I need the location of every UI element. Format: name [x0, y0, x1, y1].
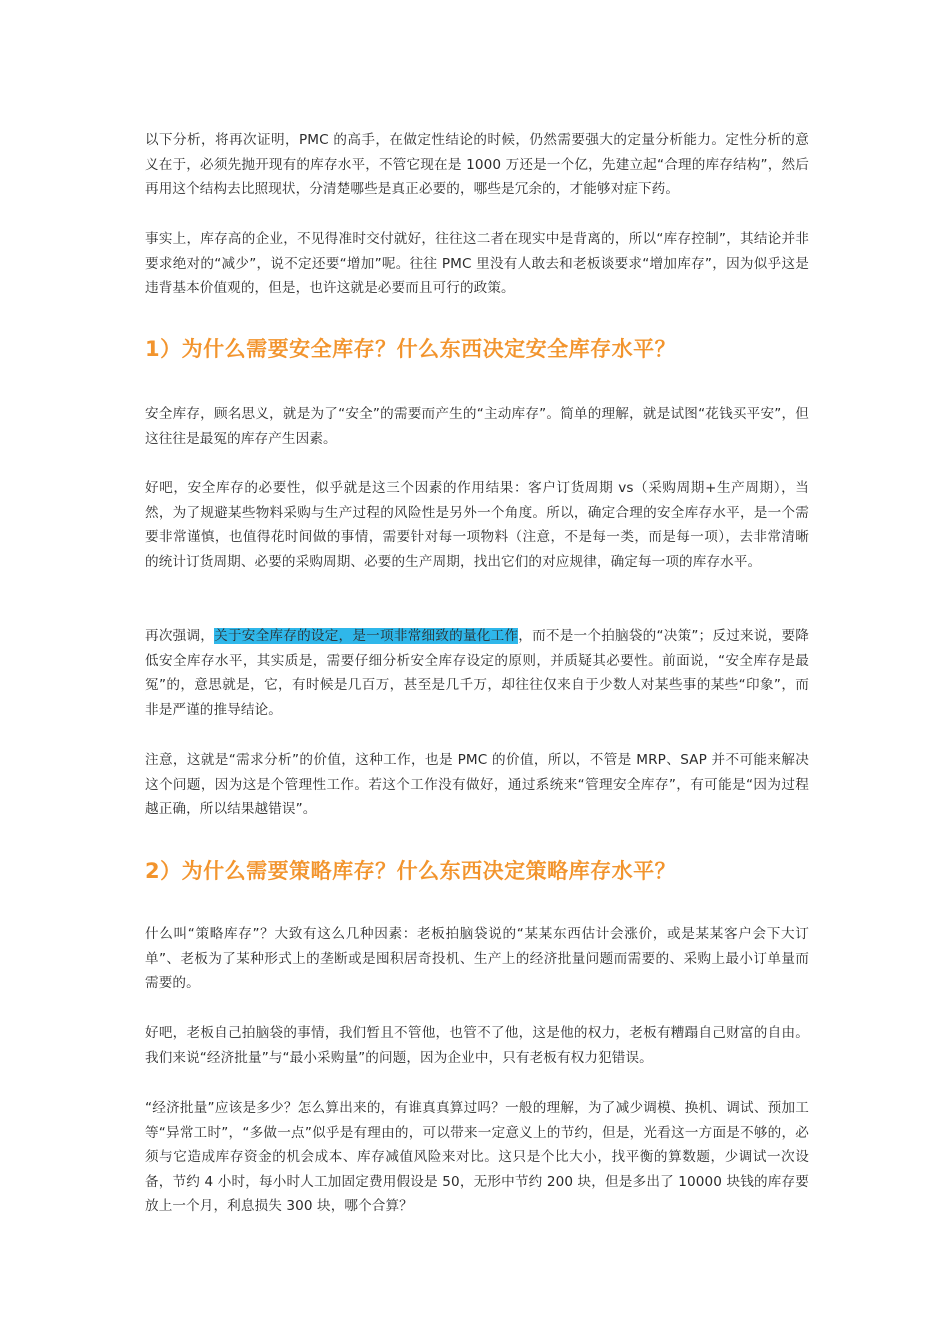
heading-text: 1）为什么需要安全库存？什么东西决定安全库存水平？ — [145, 337, 677, 361]
paragraph-strategic-stock-definition — [145, 922, 809, 996]
paragraph-economic-batch-intro — [145, 1021, 809, 1070]
paragraph-text: 好吧，安全库存的必要性，似乎就是这三个因素的作用结果：客户订货周期 vs（采购周期+生产周期），当然，为了规避某些物料采购与生产过程的风险性是另外一个角度。所以，确定合理的安全库存水平，是一个需要非常谨慎，也值得花时间做的事情，需要针对每一项物料（注意，不是每一类，而是每一项），去非常清晰的统计订货周期、必要的采购周期、必要的生产周期，找出它们的对应规律，确定每一项的库存水平。 — [145, 480, 809, 570]
paragraph-economic-batch-calculation — [145, 1096, 809, 1219]
paragraph-text: 事实上，库存高的企业，不见得准时交付就好，往往这二者在现实中是背离的，所以“库存控制”，其结论并非要求绝对的“减少”，说不定还要“增加”呢。往往 PMC 里没有人敢去和老板谈要求“增加库存”，因为似乎这是违背基本价值观的，但是，也许这就是必要而且可行的政策。 — [145, 231, 809, 296]
heading-text: 2）为什么需要策略库存？什么东西决定策略库存水平？ — [145, 859, 677, 883]
paragraph-safety-stock-necessity — [145, 476, 809, 574]
paragraph-text: 注意，这就是“需求分析”的价值，这种工作，也是 PMC 的价值，所以，不管是 MRP、SAP 并不可能来解决这个问题，因为这是个管理性工作。若这个工作没有做好，通过系统来“管理安全库存”，有可能是“因为过程越正确，所以结果越错误”。 — [145, 752, 809, 817]
section-heading-safety-stock — [145, 334, 809, 364]
paragraph-safety-stock-definition — [145, 402, 809, 451]
paragraph-text: 安全库存，顾名思义，就是为了“安全”的需要而产生的“主动库存”。简单的理解，就是试图“花钱买平安”，但这往往是最冤的库存产生因素。 — [145, 406, 809, 447]
paragraph-continuation: ，而不是一个拍脑袋的“决策”；反过来说，要降低安全库存水平，其实质是，需要仔细分析安全库存设定的原则，并质疑其必要性。前面说，“安全库存是最冤”的，意思就是，它，有时候是几百万，甚至是几千万，却往往仅来自于少数人对某些事的某些“印象”，而非是严谨的推导结论。 — [145, 628, 810, 718]
paragraph-demand-analysis — [145, 748, 809, 822]
paragraph-intro — [145, 128, 809, 202]
paragraph-text — [145, 624, 809, 722]
paragraph-text: “经济批量”应该是多少？怎么算出来的，有谁真真算过吗？一般的理解，为了减少调模、换机、调试、预加工等“异常工时”，“多做一点”似乎是有理由的，可以带来一定意义上的节约，但是，光看这一方面是不够的，必须与它造成库存资金的机会成本、库存减值风险来对比。这只是个比大小，找平衡的算数题，少调试一次设备，节约 4 小时，每小时人工加固定费用假设是 50，无形中节约 200 块，但是多出了 10000 块钱的库存要放上一个月，利息损失 300 块，哪个合算？ — [145, 1100, 809, 1214]
paragraph-text: 以下分析，将再次证明，PMC 的高手，在做定性结论的时候，仍然需要强大的定量分析能力。定性分析的意义在于，必须先抛开现有的库存水平，不管它现在是 1000 万还是一个亿，先建立起“合理的库存结构”，然后再用这个结构去比照现状，分清楚哪些是真正必要的，哪些是冗余的，才能够对症下药。 — [145, 132, 809, 197]
paragraph-lead-in: 再次强调， — [145, 628, 215, 644]
paragraph-text: 什么叫“策略库存”？大致有这么几种因素：老板拍脑袋说的“某某东西估计会涨价，或是某某客户会下大订单”、老板为了某种形式上的垄断或是囤积居奇投机、生产上的经济批量问题而需要的、采购上最小订单量而需要的。 — [145, 926, 809, 991]
paragraph-text: 好吧，老板自己拍脑袋的事情，我们暂且不管他，也管不了他，这是他的权力，老板有糟蹋自己财富的自由。我们来说“经济批量”与“最小采购量”的问题，因为企业中，只有老板有权力犯错误。 — [145, 1025, 809, 1066]
highlighted-text: 关于安全库存的设定，是一项非常细致的量化工作 — [214, 628, 519, 644]
paragraph-inventory-control — [145, 227, 809, 301]
section-heading-strategic-stock — [145, 856, 809, 886]
paragraph-emphasis — [145, 624, 809, 722]
